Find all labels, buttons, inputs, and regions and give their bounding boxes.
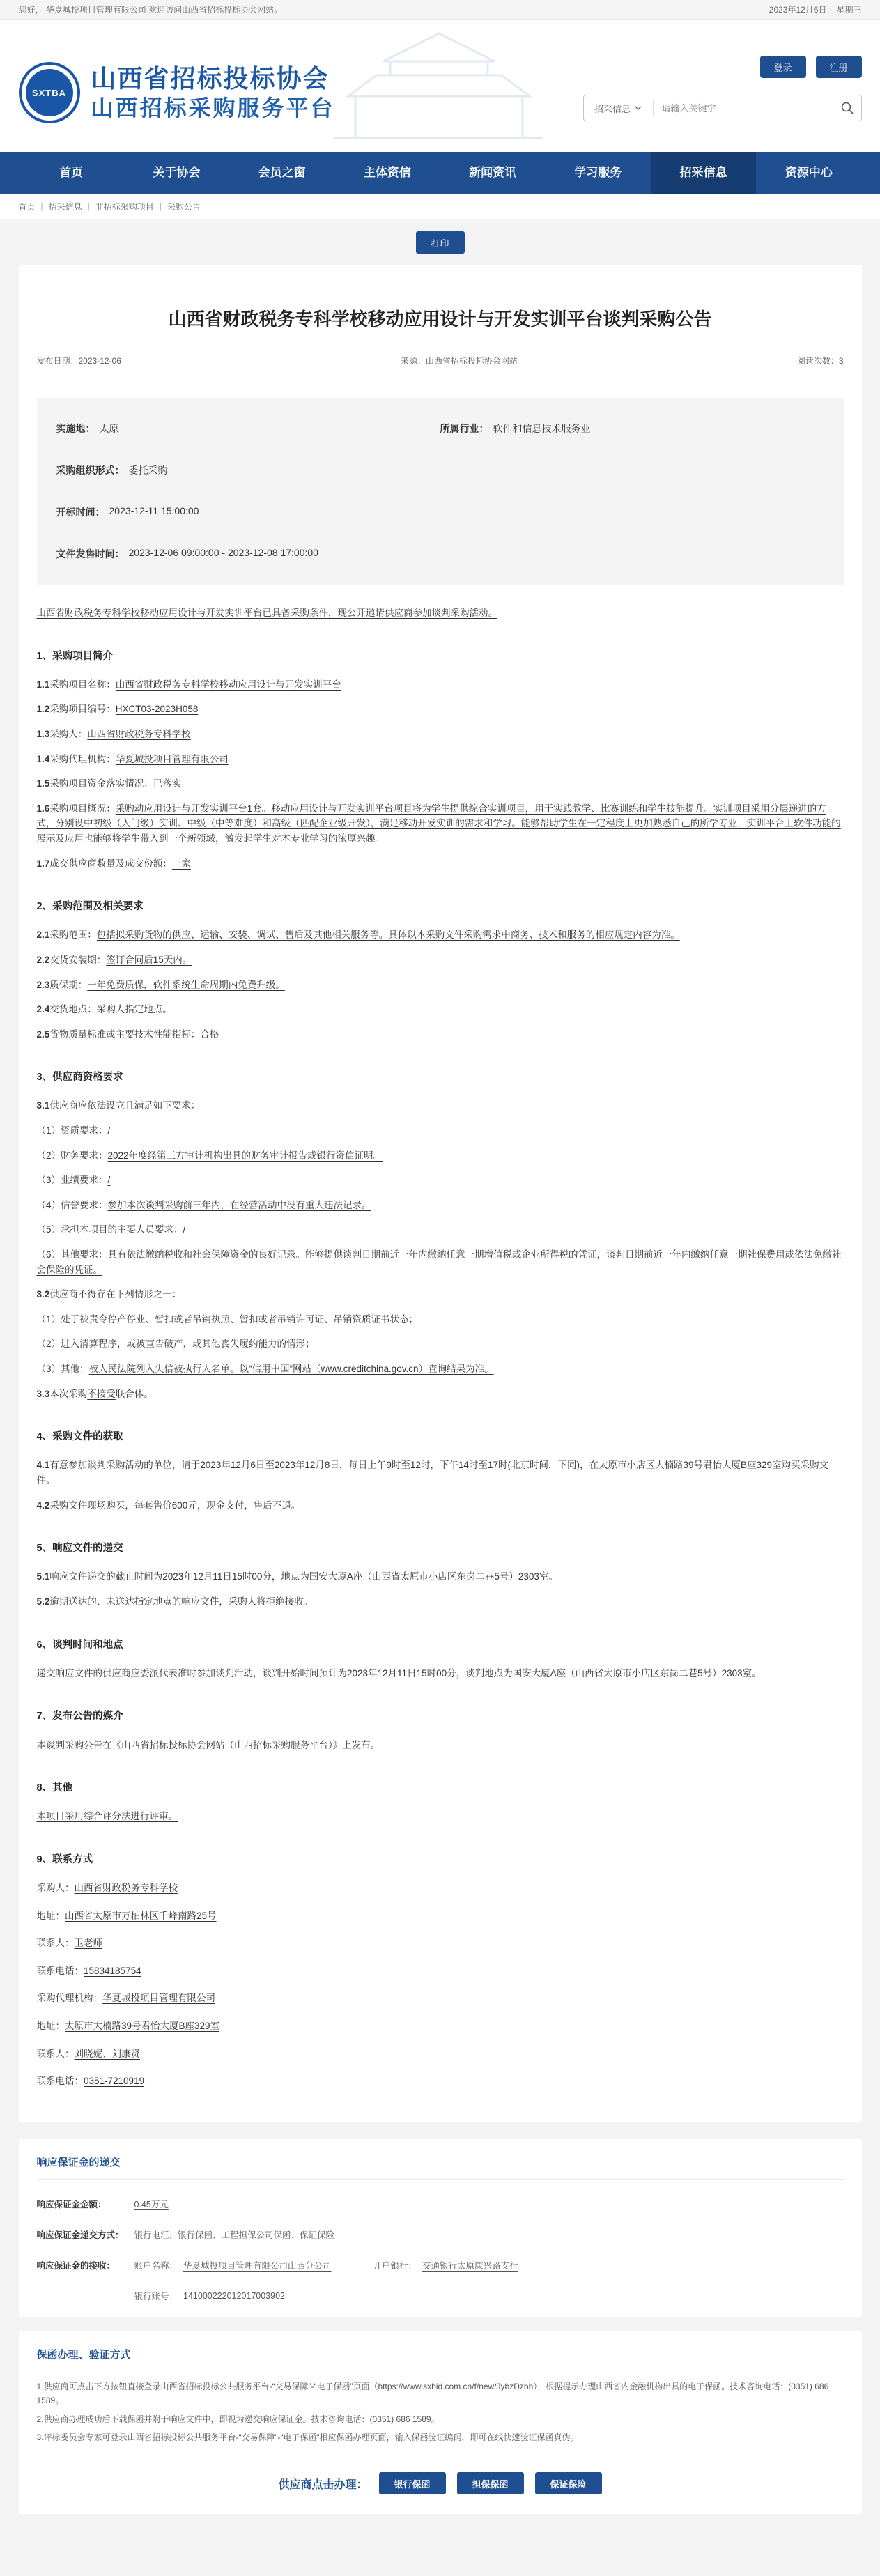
top-bar (0, 0, 880, 20)
breadcrumb-separator: | (40, 201, 43, 211)
article-source: 来源：山西省招标投标协会网站 (400, 356, 518, 366)
contact-item: 联系人：刘晓妮、刘康贤 (36, 2048, 140, 2059)
org-form-value: 委托采购 (128, 465, 168, 476)
deposit-method-value: 银行电汇、银行保函、工程担保公司保函、保证保险 (134, 2230, 335, 2240)
list-item: （3）其他：被人民法院列入失信被执行人名单。以“信用中国”网站（www.creditchina.gov.cn）查询结果为准。 (36, 1364, 494, 1374)
list-item: （1）处于被责令停产停业、暂扣或者吊销执照、暂扣或者吊销许可证、吊销资质证书状态； (36, 1313, 419, 1325)
breadcrumb-home[interactable]: 首页 (18, 201, 36, 212)
guarantee-action-label: 供应商点击办理： (278, 2478, 368, 2491)
search-category-select[interactable] (584, 100, 654, 116)
deposit-method-label: 响应保证金递交方式： (36, 2230, 124, 2240)
location-label: 实施地： (56, 423, 95, 434)
list-item: 4.2采购文件现场购买，每套售价600元，现金支付，售后不退。 (36, 1499, 301, 1511)
nav-item-procurement[interactable]: 招采信息 (651, 152, 756, 194)
breadcrumb-current: 采购公告 (167, 201, 201, 212)
list-item: 1.5采购项目资金落实情况：已落实 (36, 778, 182, 789)
bank-guarantee-button[interactable]: 银行保函 (379, 2472, 446, 2494)
deposit-amount-label: 响应保证金金额： (36, 2199, 107, 2209)
list-item: 本谈判采购公告在《山西省招标投标协会网站（山西招标采购服务平台）》上发布。 (36, 1739, 380, 1750)
guarantee-note: 3.评标委员会专家可登录山西省招标投标公共服务平台-“交易保障”-“电子保函”相应保函办理页面，输入保函验证编码，即可在线快速验证保函真伪。 (36, 2432, 579, 2442)
account-name-label: 账户名称： (134, 2260, 178, 2271)
list-item: （4）信誉要求：参加本次谈判采购前三年内，在经营活动中没有重大违法记录。 (36, 1199, 371, 1210)
project-info-box (37, 398, 844, 585)
list-item: 1.3采购人：山西省财政税务专科学校 (36, 728, 191, 739)
section-1-title: 1、采购项目简介 (36, 650, 114, 662)
site-subtitle: 山西招标采购服务平台 (91, 95, 335, 121)
guarantee-note: 2.供应商办理成功后下载保函并附于响应文件中，即视为递交响应保证金。技术咨询电话：(0351) 686 1589。 (36, 2414, 440, 2424)
deposit-amount-value: 0.45万元 (134, 2199, 169, 2209)
section-6-title: 6、谈判时间和地点 (36, 1639, 123, 1651)
list-item: （5）承担本项目的主要人员要求：/ (36, 1224, 186, 1235)
contact-item: 联系电话：15834185754 (36, 1965, 141, 1976)
nav-item-home[interactable]: 首页 (59, 166, 84, 179)
section-5-title: 5、响应文件的递交 (36, 1543, 123, 1555)
contact-item: 地址：山西省太原市万柏林区千峰南路25号 (36, 1910, 217, 1921)
section-7-title: 7、发布公告的媒介 (36, 1711, 123, 1722)
list-item: （1）资质要求：/ (36, 1125, 111, 1136)
intro-text: 山西省财政税务专科学校移动应用设计与开发实训平台已具备采购条件，现公开邀请供应商参加谈判采购活动。 (36, 608, 497, 618)
industry-label: 所属行业： (440, 423, 489, 434)
site-title: 山西省招标投标协会 (91, 64, 330, 93)
current-date: 2023年12月6日 (769, 5, 827, 15)
org-form-label: 采购组织形式： (56, 465, 125, 476)
list-item: 2.4交货地点：采购人指定地点。 (36, 1004, 172, 1015)
bond-insurance-button[interactable]: 保证保险 (535, 2472, 602, 2494)
account-name-value: 华夏城投项目管理有限公司山西分公司 (183, 2260, 332, 2271)
association-seal (19, 62, 80, 123)
list-item: （6）其他要求：具有依法缴纳税收和社会保障资金的良好记录。能够提供谈判日期前近一年内缴纳任意一期增值税或企业所得税的凭证，谈判日期前近一年内缴纳任意一期社保费用或依法免缴社会保险的凭证。 (36, 1249, 842, 1275)
list-item: 5.1响应文件递交的截止时间为2023年12月11日15时00分，地点为国安大厦A座（山西省太原市小店区东岗二巷5号）2303室。 (36, 1571, 558, 1582)
open-time-label: 开标时间： (56, 507, 105, 518)
contact-item: 采购代理机构：华夏城投项目管理有限公司 (36, 1993, 215, 2004)
nav-item-learning[interactable]: 学习服务 (574, 166, 622, 179)
open-time-value: 2023-12-11 15:00:00 (109, 505, 199, 516)
contact-item: 联系人：卫老师 (36, 1938, 102, 1949)
search-input[interactable] (654, 103, 833, 114)
deposit-panel (19, 2139, 862, 2317)
section-9-title: 9、联系方式 (36, 1853, 93, 1865)
guarantee-panel (19, 2331, 862, 2515)
section-4-title: 4、采购文件的获取 (36, 1431, 123, 1443)
contact-item: 联系电话：0351-7210919 (36, 2076, 145, 2087)
view-count: 阅读次数：3 (796, 356, 844, 366)
account-number-label: 银行账号： (134, 2291, 178, 2301)
article-body (37, 606, 844, 2089)
list-item: 3.1供应商应依法设立且满足如下要求： (36, 1100, 201, 1111)
article-meta (37, 355, 844, 378)
list-item: 1.7成交供应商数量及成交份额：一家 (36, 858, 191, 869)
contact-item: 地址：太原市大楠路39号君怡大厦B座329室 (36, 2021, 220, 2032)
site-header (0, 20, 880, 152)
breadcrumb-separator: | (87, 201, 90, 211)
list-item: （3）业绩要求：/ (36, 1175, 111, 1186)
list-item: 2.1采购范围：包括拟采购货物的供应、运输、安装、调试、售后及其他相关服务等。具体以本采购文件采购需求中商务、技术和服务的相应规定内容为准。 (36, 930, 680, 941)
section-3-title: 3、供应商资格要求 (36, 1072, 123, 1083)
list-item: 本项目采用综合评分法进行评审。 (36, 1811, 178, 1822)
list-item: 1.2采购项目编号：HXCT03-2023H058 (36, 704, 199, 715)
login-button[interactable]: 登录 (760, 56, 806, 78)
list-item: （2）进入清算程序，或被宣告破产，或其他丧失履约能力的情形； (36, 1339, 315, 1350)
main-nav (0, 152, 880, 194)
announcement-article (19, 265, 862, 2122)
chevron-down-icon (635, 106, 642, 110)
list-item: 2.3质保期：一年免费质保，软件系统生命周期内免费升级。 (36, 979, 285, 990)
industry-value: 软件和信息技术服务业 (493, 423, 591, 434)
account-number-value: 141000222012017003902 (183, 2290, 286, 2301)
guarantee-note: 1.供应商可点击下方按钮直接登录山西省招标投标公共服务平台-“交易保障”-“电子保函”页面（https://www.sxbid.com.cn/f/new/JybzDzbh），根据提示办理山西省内金融机构出具的电子保函。技术咨询电话：(0351) 686 1589。 (36, 2381, 829, 2406)
section-2-title: 2、采购范围及相关要求 (36, 901, 144, 913)
search-icon[interactable] (833, 102, 861, 114)
list-item: 递交响应文件的供应商应委派代表准时参加谈判活动，谈判开始时间预计为2023年12月11日15时00分，谈判地点为国安大厦A座（山西省太原市小店区东岗二巷5号）2303室。 (36, 1667, 762, 1679)
list-item: 3.2供应商不得存在下列情形之一： (36, 1289, 182, 1300)
search-category-label: 招采信息 (594, 103, 631, 114)
nav-item-credit[interactable]: 主体资信 (363, 166, 411, 179)
deposit-title: 响应保证金的递交 (37, 2154, 844, 2180)
breadcrumb-separator: | (159, 201, 162, 211)
contact-list (37, 1881, 844, 2089)
nav-item-about[interactable]: 关于协会 (153, 166, 201, 179)
list-item: 2.2交货安装期：签订合同后15天内。 (36, 954, 192, 965)
list-item: 1.4采购代理机构：华夏城投项目管理有限公司 (36, 753, 229, 764)
guarantee-title: 保函办理、验证方式 (36, 2348, 131, 2361)
list-item: 3.3本次采购不接受联合体。 (36, 1388, 153, 1399)
search-bar (583, 95, 862, 121)
breadcrumb (0, 194, 880, 219)
pavilion-watermark (307, 26, 571, 145)
doc-sale-value: 2023-12-06 09:00:00 - 2023-12-08 17:00:00 (128, 547, 318, 558)
contact-item: 采购人：山西省财政税务专科学校 (36, 1883, 178, 1894)
doc-sale-label: 文件发售时间： (56, 548, 125, 560)
page-title: 山西省财政税务专科学校移动应用设计与开发实训平台谈判采购公告 (168, 309, 712, 330)
current-weekday: 星期三 (836, 5, 862, 15)
list-item: 4.1有意参加谈判采购活动的单位，请于2023年12月6日至2023年12月8日，每日上午9时至12时，下午14时至17时(北京时间，下同)，在太原市小店区大楠路39号君怡大厦B座329室购买采购文件。 (36, 1460, 828, 1486)
publish-date: 发布日期：2023-12-06 (36, 356, 121, 366)
bank-value: 交通银行太原康兴路支行 (422, 2260, 518, 2271)
location-value: 太原 (99, 423, 119, 434)
print-button[interactable]: 打印 (416, 231, 465, 254)
seal-abbr: SXTBA (26, 69, 73, 116)
deposit-receive-label: 响应保证金的接收： (36, 2260, 116, 2271)
list-item: 2.5货物质量标准或主要技术性能指标：合格 (36, 1028, 219, 1040)
welcome-text: 您好， 华夏城投项目管理有限公司 欢迎访问山西省招标投标协会网站。 (18, 5, 283, 15)
site-logo[interactable] (19, 62, 335, 123)
list-item: 1.1采购项目名称：山西省财政税务专科学校移动应用设计与开发实训平台 (36, 679, 341, 690)
breadcrumb-non-tender[interactable]: 非招标采购项目 (95, 201, 154, 212)
breadcrumb-procurement[interactable]: 招采信息 (48, 201, 82, 212)
nav-item-members[interactable]: 会员之窗 (258, 166, 306, 179)
nav-item-news[interactable]: 新闻资讯 (469, 166, 517, 179)
section-8-title: 8、其他 (36, 1782, 73, 1794)
nav-item-resources[interactable]: 资源中心 (785, 166, 833, 179)
list-item: （2）财务要求：2022年度经第三方审计机构出具的财务审计报告或银行资信证明。 (36, 1150, 383, 1161)
register-button[interactable]: 注册 (816, 56, 862, 78)
surety-guarantee-button[interactable]: 担保保函 (457, 2472, 524, 2494)
list-item: 5.2逾期送达的、未送达指定地点的响应文件，采购人将拒绝接收。 (36, 1596, 314, 1607)
bank-label: 开户银行： (373, 2260, 417, 2271)
list-item: 1.6采购项目概况：采购动应用设计与开发实训平台1套。移动应用设计与开发实训平台项目将为学生提供综合实训项目，用于实践教学、比赛训练和学生技能提升。实训项目采用分层递进的方式，分别设中初级（入门级）实训、中级（中等难度）和高级（匹配企业级开发），满足移动开发实训的需求和学习。能够帮助学生在一定程度上更加熟悉自己的所学专业，实训平台上软件功能的展示及应用也能够将学生带入到一个新领域，激发起学生对本专业学习的浓厚兴趣。 (36, 803, 841, 844)
